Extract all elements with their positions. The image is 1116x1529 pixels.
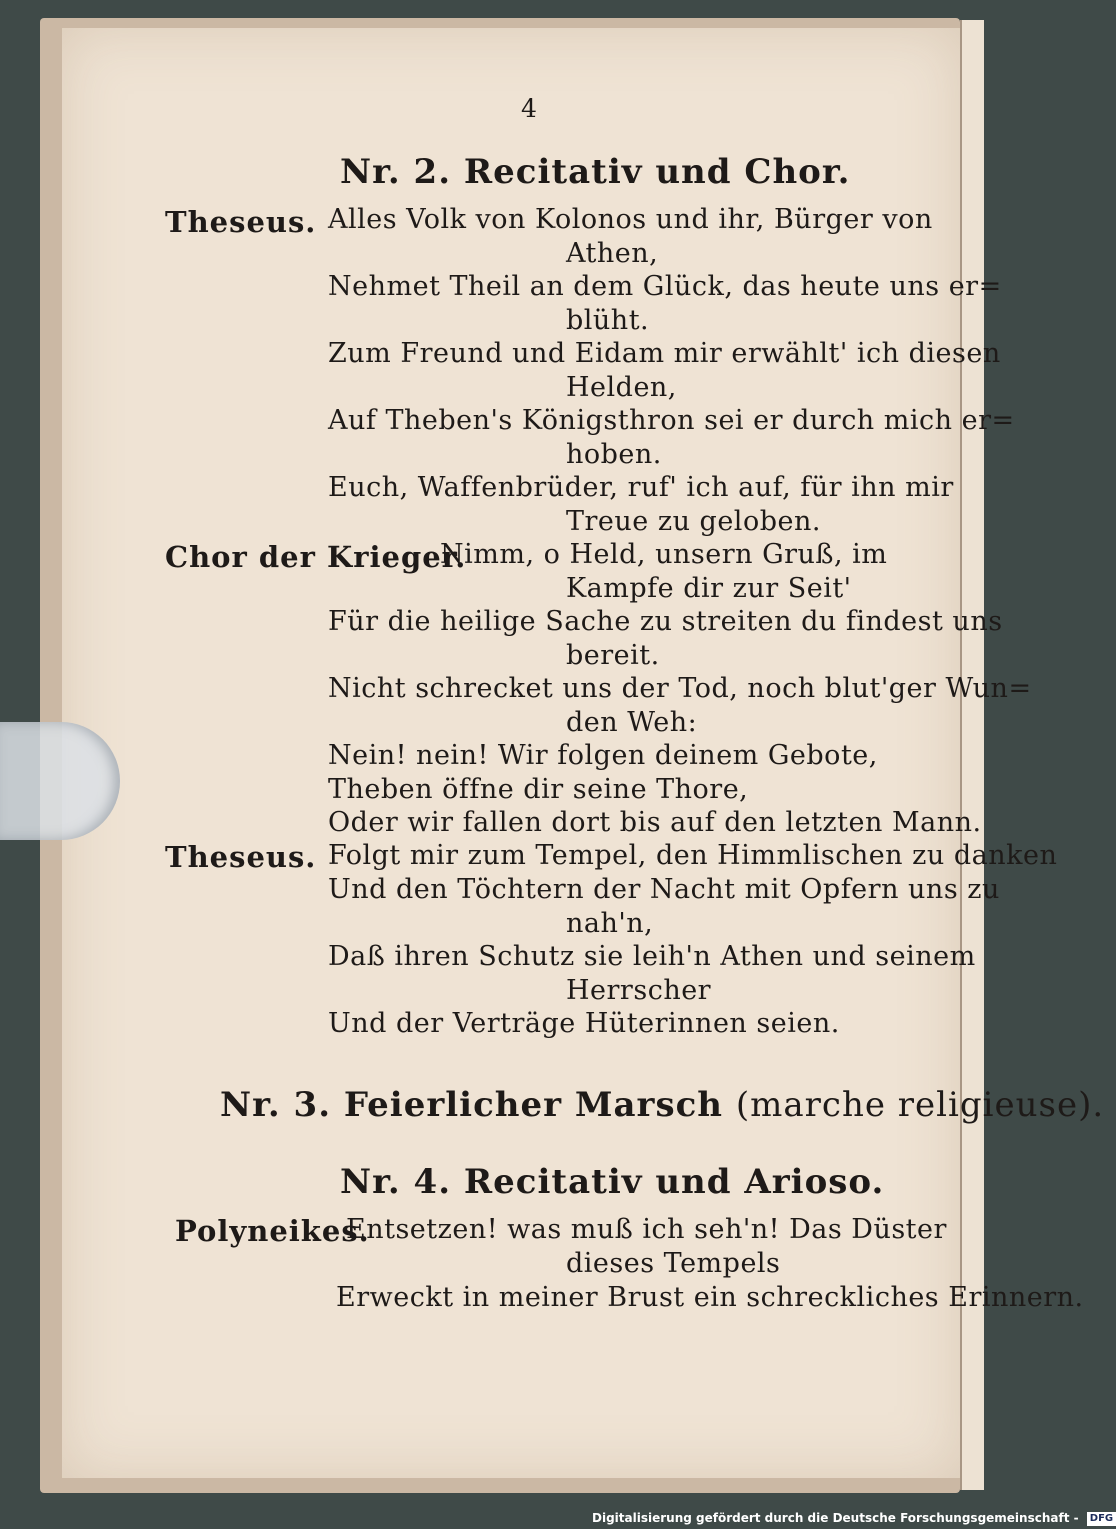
dfg-logo: DFG: [1087, 1512, 1116, 1526]
section-heading-nr4: Nr. 4. Recitativ und Arioso.: [340, 1162, 885, 1202]
verse-line: Nein! nein! Wir folgen deinem Gebote,: [328, 740, 878, 771]
verse-line: Daß ihren Schutz sie leih'n Athen und seinem: [328, 941, 976, 972]
verse-line: blüht.: [566, 305, 650, 336]
heading-suffix: (marche religieuse).: [735, 1085, 1105, 1125]
verse-line: dieses Tempels: [566, 1248, 781, 1279]
speaker-theseus: Theseus.: [165, 205, 317, 239]
verse-line: Nicht schrecket uns der Tod, noch blut'ger Wun=: [328, 673, 1032, 704]
speaker-polyneikes: Polyneikes.: [175, 1214, 370, 1248]
verse-line: Folgt mir zum Tempel, den Himmlischen zu danken: [328, 840, 1058, 871]
section-heading-nr2: Nr. 2. Recitativ und Chor.: [340, 152, 851, 192]
verse-line: bereit.: [566, 640, 660, 671]
verse-line: Euch, Waffenbrüder, ruf' ich auf, für ihn mir: [328, 472, 954, 503]
verse-line: Alles Volk von Kolonos und ihr, Bürger von: [328, 204, 933, 235]
verse-line: Treue zu geloben.: [566, 506, 821, 537]
speaker-chor-der-krieger: Chor der Krieger.: [165, 540, 467, 574]
verse-line: Zum Freund und Eidam mir erwählt' ich diesen: [328, 338, 1001, 369]
heading-title: Nr. 3. Feierlicher Marsch: [220, 1085, 724, 1125]
verse-line: Erweckt in meiner Brust ein schreckliches Erinnern.: [336, 1282, 1084, 1313]
verse-line: Und den Töchtern der Nacht mit Opfern uns zu: [328, 874, 1000, 905]
verse-line: Nehmet Theil an dem Glück, das heute uns er=: [328, 271, 1002, 302]
verse-line: den Weh:: [566, 707, 698, 738]
speaker-theseus: Theseus.: [165, 840, 317, 874]
verse-line: Entsetzen! was muß ich seh'n! Das Düster: [346, 1214, 947, 1245]
verse-line: Herrscher: [566, 975, 712, 1006]
verse-line: Kampfe dir zur Seit': [566, 573, 852, 604]
verse-line: Auf Theben's Königsthron sei er durch mich er=: [328, 405, 1015, 436]
verse-line: Athen,: [566, 238, 659, 269]
verse-line: Helden,: [566, 372, 677, 403]
verse-line: hoben.: [566, 439, 662, 470]
verse-line: Oder wir fallen dort bis auf den letzten Mann.: [328, 807, 982, 838]
section-heading-nr3: [220, 1085, 1104, 1125]
verse-line: Theben öffne dir seine Thore,: [328, 774, 749, 805]
verse-line: nah'n,: [566, 908, 654, 939]
digitization-credit: [592, 1509, 1114, 1527]
credit-text: Digitalisierung gefördert durch die Deutsche Forschungsgemeinschaft -: [592, 1511, 1079, 1525]
verse-line: Nimm, o Held, unsern Gruß, im: [440, 539, 888, 570]
verse-line: Und der Verträge Hüterinnen seien.: [328, 1008, 840, 1039]
verse-line: Für die heilige Sache zu streiten du findest uns: [328, 606, 1003, 637]
page-number: 4: [521, 94, 537, 123]
